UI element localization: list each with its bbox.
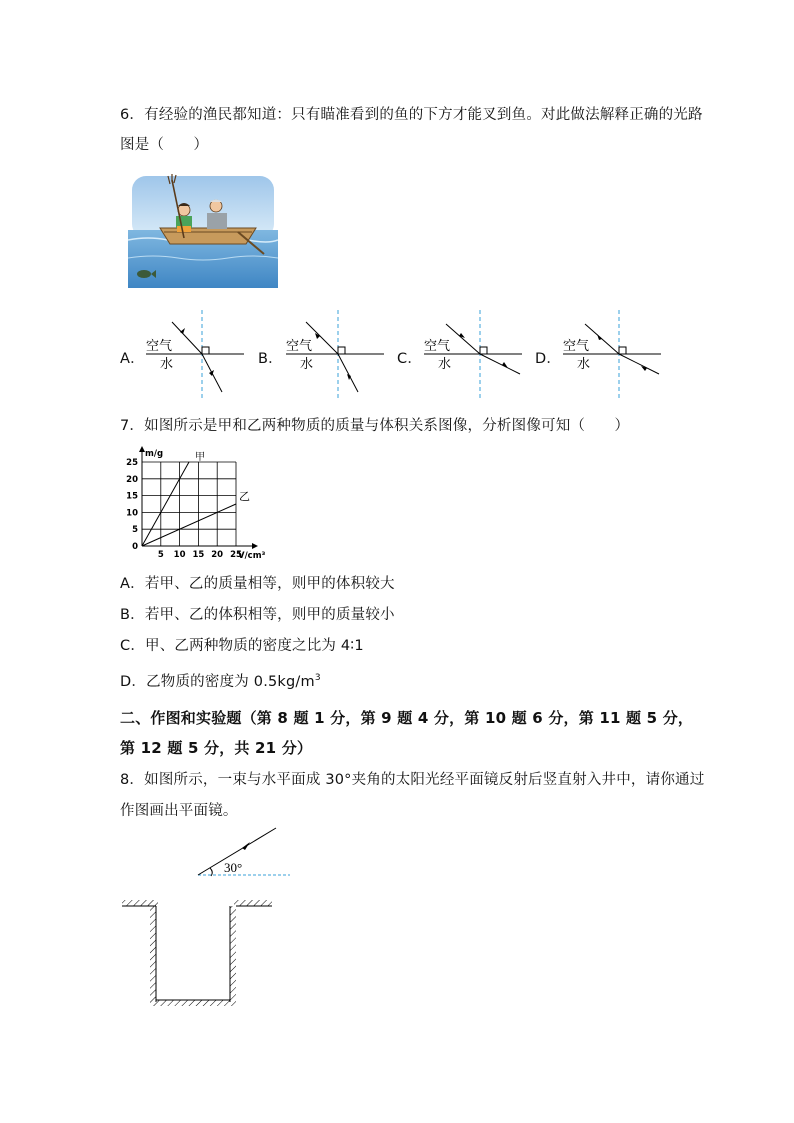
q6-option-a-label: A． <box>120 351 145 367</box>
q8-stem-line2: 作图画出平面镜。 <box>120 803 238 819</box>
y-tick-label: 20 <box>126 474 138 485</box>
water-label: 水 <box>438 357 452 372</box>
x-tick-label: 25 <box>230 550 242 560</box>
y-axis-label: m/g <box>145 449 164 459</box>
q6-stem-line1: 6．有经验的渔民都知道：只有瞄准看到的鱼的下方才能叉到鱼。对此做法解释正确的光路 <box>120 107 703 123</box>
q7-option-c: C．甲、乙两种物质的密度之比为 4∶1 <box>120 638 364 654</box>
air-label: 空气 <box>286 339 313 354</box>
q6-option-b-label: B． <box>258 351 283 367</box>
y-tick-label: 25 <box>126 458 138 468</box>
x-tick-label: 20 <box>211 550 224 560</box>
air-label: 空气 <box>424 339 451 354</box>
water-label: 水 <box>577 357 591 372</box>
y-tick-label: 10 <box>126 508 138 519</box>
water-label: 水 <box>160 357 174 372</box>
q8-stem-line1: 8．如图所示，一束与水平面成 30°夹角的太阳光经平面镜反射后竖直射入井中，请你通过 <box>120 772 705 788</box>
q6-stem-line2: 图是（ ） <box>120 137 209 153</box>
air-label: 空气 <box>563 339 590 354</box>
x-tick-label: 5 <box>157 550 164 560</box>
series-label: 甲 <box>195 452 205 463</box>
q7-option-d-text: D．乙物质的密度为 0.5kg/m <box>120 674 315 690</box>
q7-stem: 7．如图所示是甲和乙两种物质的质量与体积关系图像，分析图像可知（ ） <box>120 418 630 434</box>
x-axis-label: V/cm³ <box>238 551 266 561</box>
q6-option-c-diagram <box>418 310 528 400</box>
y-tick-label: 5 <box>132 525 138 536</box>
series-label: 乙 <box>239 490 250 503</box>
x-tick-label: 10 <box>173 550 186 560</box>
q7-option-d-exponent: 3 <box>314 673 321 684</box>
series-line <box>142 462 189 546</box>
series-line <box>142 504 236 546</box>
q6-option-d-diagram <box>557 310 667 400</box>
water-label: 水 <box>300 357 314 372</box>
q7-option-d <box>120 670 321 691</box>
q6-option-a-diagram <box>140 310 250 400</box>
q6-option-c-label: C． <box>397 351 423 367</box>
fishing-illustration <box>128 170 278 290</box>
x-axis-arrow <box>252 543 258 549</box>
section2-heading-line1: 二、作图和实验题（第 8 题 1 分，第 9 题 4 分，第 10 题 6 分，第 11 题 5 分， <box>120 709 694 727</box>
x-tick-label: 15 <box>192 550 205 560</box>
section2-heading-line2: 第 12 题 5 分，共 21 分） <box>120 739 313 757</box>
angle-label: 30° <box>224 860 243 875</box>
y-tick-label: 15 <box>126 491 138 502</box>
air-label: 空气 <box>146 339 173 354</box>
q7-option-a: A．若甲、乙的质量相等，则甲的体积较大 <box>120 576 395 592</box>
origin-label: 0 <box>132 542 138 552</box>
q6-option-b-diagram <box>280 310 390 400</box>
q8-well-diagram <box>118 822 298 1012</box>
mass-volume-chart <box>118 440 278 564</box>
q7-option-b: B．若甲、乙的体积相等，则甲的质量较小 <box>120 607 395 623</box>
q6-option-d-label: D． <box>535 351 562 367</box>
